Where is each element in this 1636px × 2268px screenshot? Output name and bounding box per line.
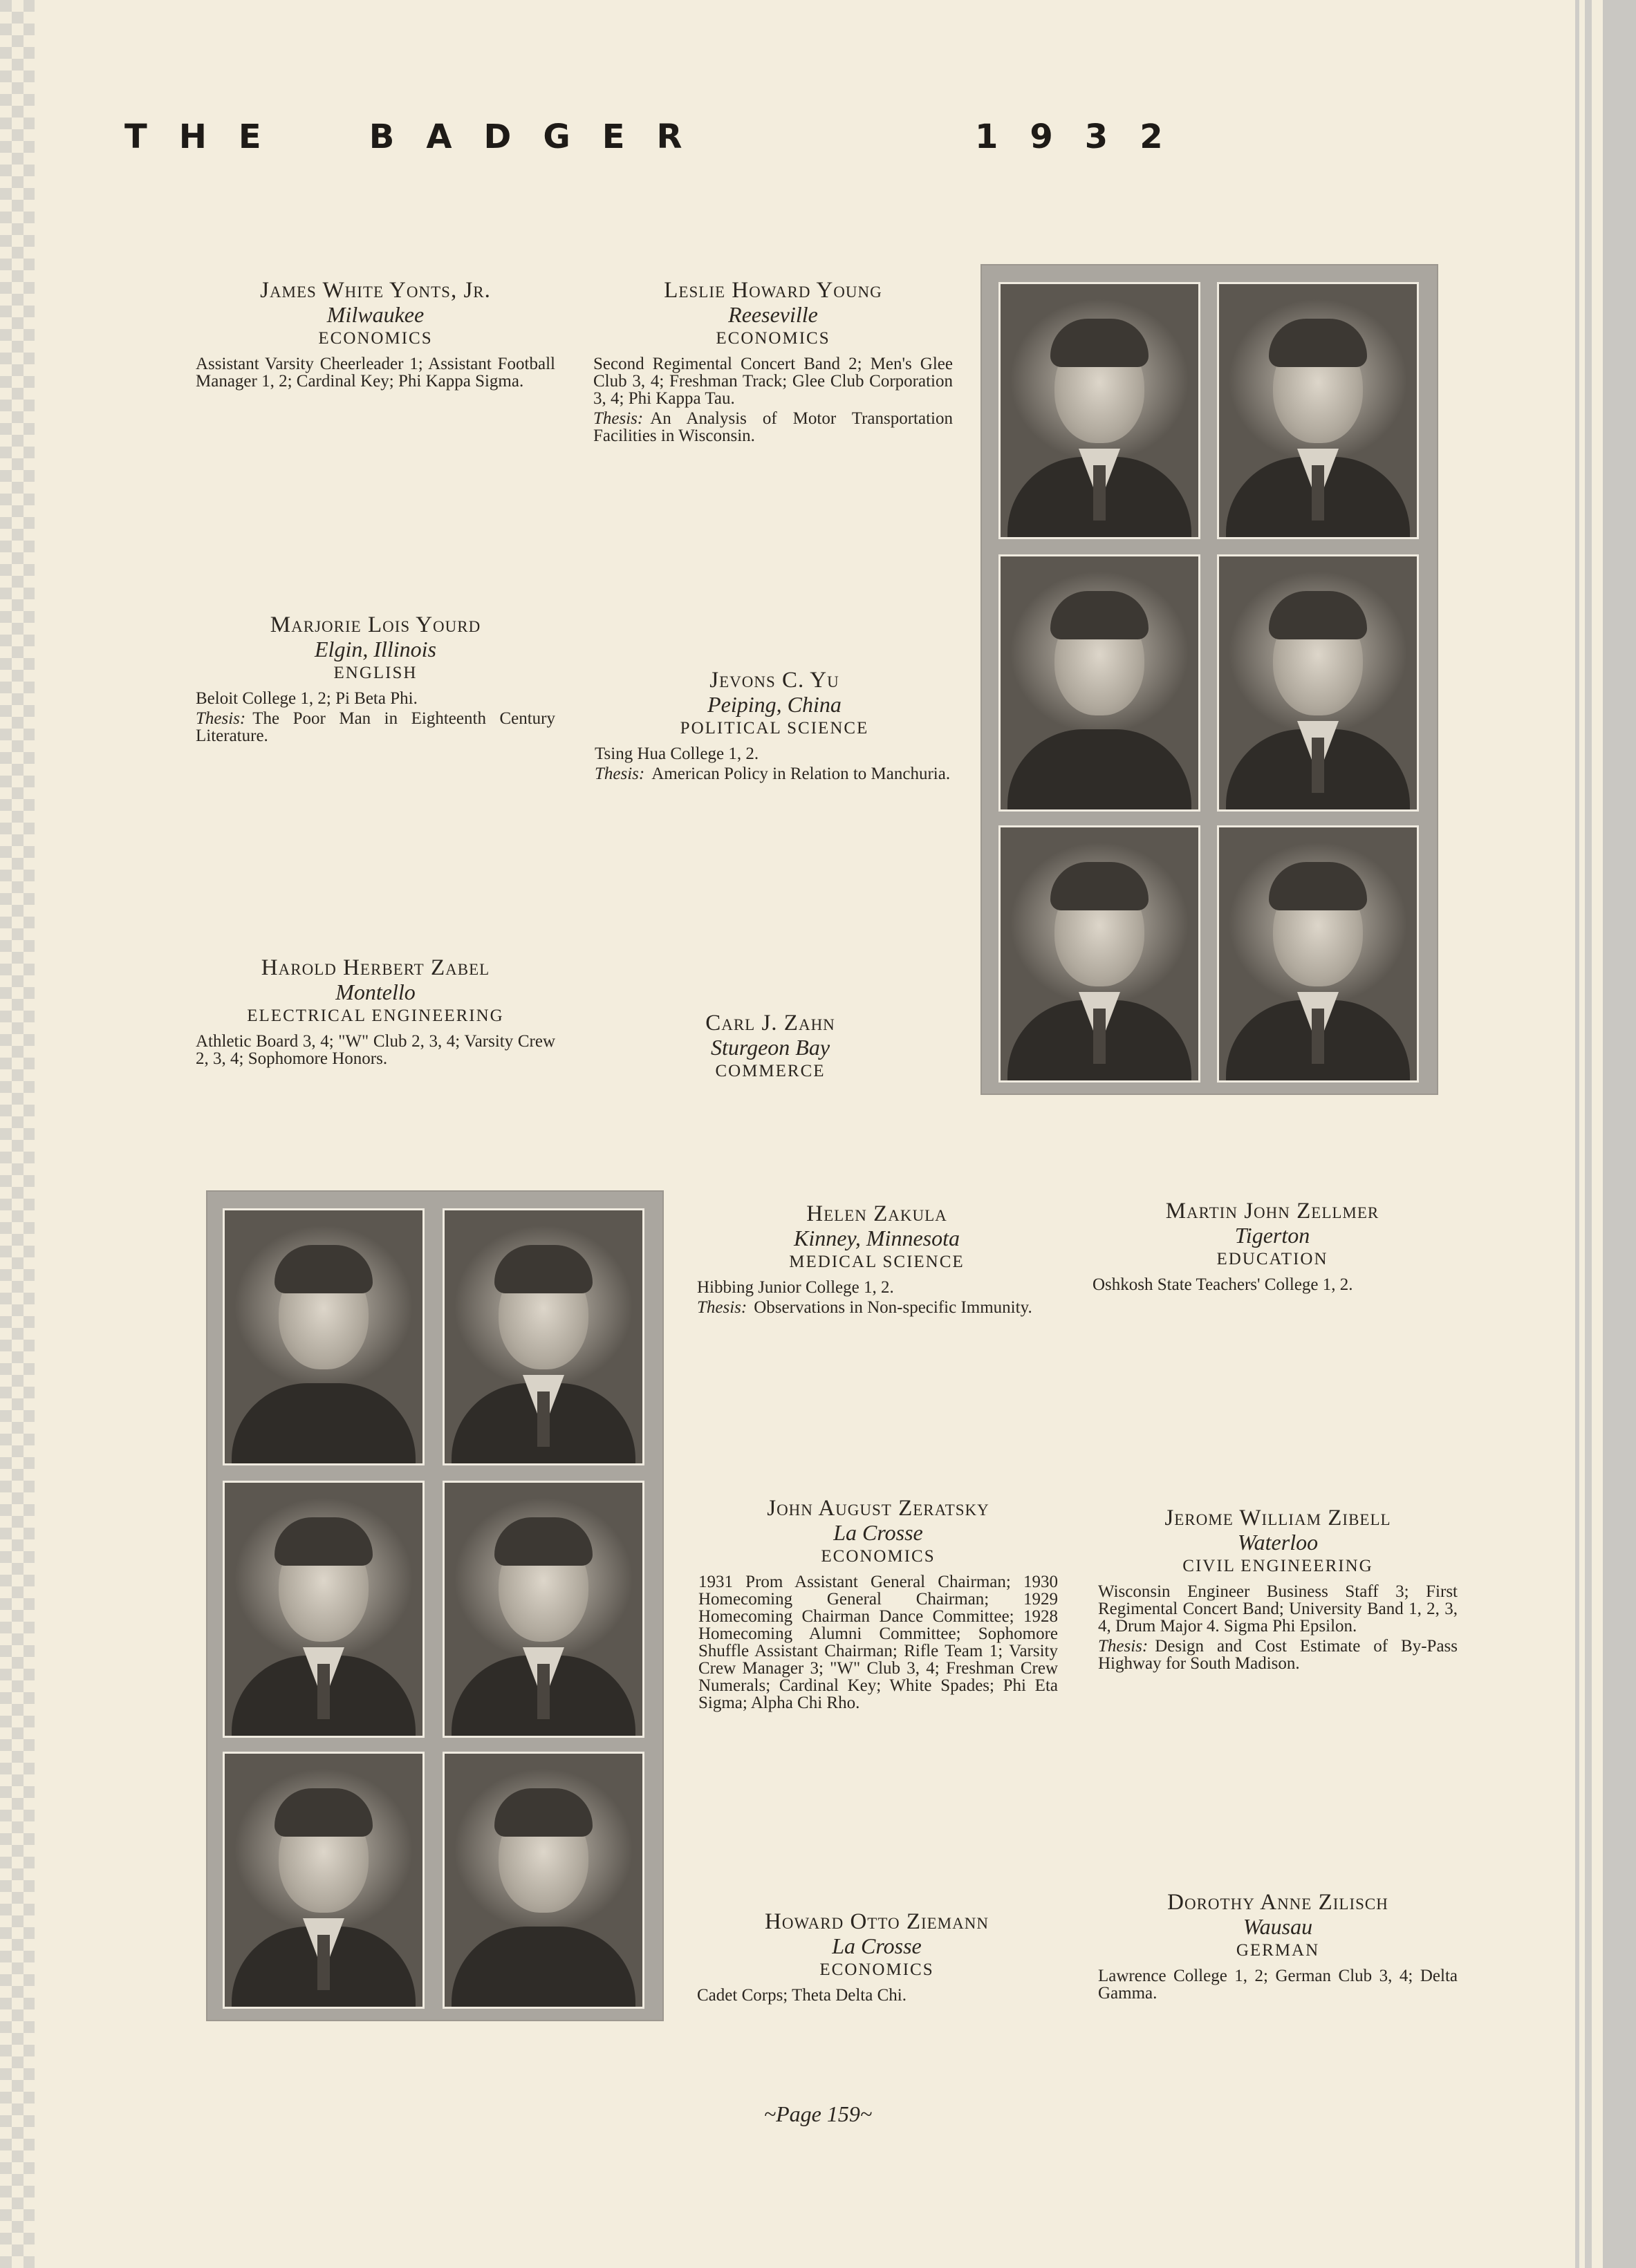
student-activities: Assistant Varsity Cheerleader 1; Assistant Football Manager 1, 2; Cardinal Key; Phi Kappa Sigma.: [196, 355, 555, 391]
student-name: Marjorie Lois Yourd: [270, 612, 481, 637]
thesis-label: Thesis:: [697, 1298, 747, 1317]
masthead-year: 1932: [975, 118, 1195, 156]
thesis-label: Thesis:: [595, 765, 645, 783]
senior-entry: [1093, 1199, 1452, 1293]
student-department: COMMERCE: [715, 1062, 826, 1080]
student-name: Jevons C. Yu: [709, 668, 839, 693]
senior-entry: [1098, 1506, 1458, 1672]
student-department: ECONOMICS: [821, 1547, 936, 1566]
thesis-label: Thesis:: [593, 409, 644, 428]
senior-entry: [196, 278, 555, 390]
student-activities: Oshkosh State Teachers' College 1, 2.: [1093, 1275, 1353, 1294]
page-number: ~Page 159~: [763, 2101, 873, 2126]
senior-entry: [196, 612, 555, 744]
portrait-panel-top: [980, 264, 1438, 1095]
student-hometown: Waterloo: [1237, 1530, 1319, 1555]
thesis-text: American Policy in Relation to Manchuria.: [651, 765, 951, 783]
masthead-title: [124, 118, 714, 156]
student-name: Martin John Zellmer: [1165, 1199, 1379, 1224]
senior-entry: [697, 1201, 1057, 1316]
masthead-letter: G: [543, 118, 602, 156]
student-hometown: Montello: [335, 980, 416, 1004]
senior-entry: [1098, 1890, 1458, 2002]
student-department: ECONOMICS: [819, 1960, 934, 1979]
student-name: Jerome William Zibell: [1164, 1506, 1391, 1530]
student-hometown: Milwaukee: [326, 302, 425, 327]
portrait-photo: [223, 1752, 425, 2009]
student-name: Howard Otto Ziemann: [765, 1909, 989, 1934]
student-hometown: La Crosse: [832, 1933, 922, 1958]
portrait-photo: [998, 554, 1200, 812]
portrait-photo: [443, 1208, 644, 1465]
masthead-letter: B: [369, 118, 427, 156]
portrait-panel-bottom: [206, 1190, 664, 2021]
senior-entry: [196, 955, 555, 1067]
student-department: GERMAN: [1236, 1941, 1320, 1960]
senior-entry: [697, 1909, 1057, 2004]
student-name: Harold Herbert Zabel: [261, 955, 490, 980]
student-activities: Beloit College 1, 2; Pi Beta Phi.: [196, 689, 418, 708]
student-thesis: [1098, 1638, 1458, 1672]
student-thesis: [595, 765, 954, 782]
student-department: MEDICAL SCIENCE: [789, 1253, 965, 1271]
portrait-photo: [998, 282, 1200, 539]
portrait-photo: [998, 825, 1200, 1083]
student-activities: Second Regimental Concert Band 2; Men's Glee Club 3, 4; Freshman Track; Glee Club Corporation 3, 4; Phi Kappa Tau.: [593, 355, 953, 408]
masthead-letter: T: [124, 118, 179, 156]
senior-entry: [595, 668, 954, 782]
student-hometown: Peiping, China: [707, 692, 842, 717]
decorative-left-border: [0, 0, 35, 2268]
student-name: John August Zeratsky: [767, 1496, 989, 1521]
student-activities: Hibbing Junior College 1, 2.: [697, 1278, 894, 1297]
student-thesis: [593, 410, 953, 444]
student-department: ECONOMICS: [716, 329, 830, 348]
masthead-letter: A: [426, 118, 484, 156]
thesis-text: The Poor Man in Eighteenth Century Literature.: [196, 709, 555, 745]
thesis-text: Design and Cost Estimate of By-Pass Highway for South Madison.: [1098, 1637, 1458, 1673]
senior-entry: [591, 1011, 950, 1084]
student-name: Carl J. Zahn: [705, 1011, 835, 1035]
portrait-photo: [443, 1481, 644, 1738]
portrait-photo: [223, 1481, 425, 1738]
student-name: James White Yonts, Jr.: [260, 278, 491, 303]
student-department: POLITICAL SCIENCE: [680, 719, 869, 738]
decorative-right-border: [1585, 0, 1592, 2268]
student-thesis: [196, 710, 555, 744]
masthead-letter: E: [602, 118, 657, 156]
student-activities: 1931 Prom Assistant General Chairman; 1930 Homecoming General Chairman; 1929 Homecoming Chairman Dance Committee; 1928 Homecoming Alumni Committee; Sophomore Shuffle Assistant Chairman; Rifle Team 1; Varsity Crew Manager 3; "W" Club 3, 4; Freshman Crew Numerals; Cardinal Key; White Spades; Phi Eta Sigma; Alpha Chi Rho.: [698, 1573, 1058, 1712]
student-department: ECONOMICS: [318, 329, 433, 348]
student-hometown: Kinney, Minnesota: [794, 1226, 960, 1250]
portrait-photo: [223, 1208, 425, 1465]
portrait-photo: [1217, 554, 1419, 812]
student-activities: Tsing Hua College 1, 2.: [595, 744, 759, 763]
student-activities: Athletic Board 3, 4; "W" Club 2, 3, 4; Varsity Crew 2, 3, 4; Sophomore Honors.: [196, 1032, 555, 1068]
decorative-right-border: [1603, 0, 1636, 2268]
masthead-letter: E: [238, 118, 293, 156]
masthead-letter: H: [178, 118, 239, 156]
student-hometown: Sturgeon Bay: [710, 1035, 830, 1060]
student-hometown: La Crosse: [833, 1520, 923, 1545]
portrait-photo: [1217, 825, 1419, 1083]
student-hometown: Reeseville: [728, 302, 818, 327]
student-department: ENGLISH: [333, 664, 418, 682]
thesis-label: Thesis:: [1098, 1637, 1149, 1656]
student-activities: Wisconsin Engineer Business Staff 3; First Regimental Concert Band; University Band 1, 2, 3, 4, Drum Major 4. Sigma Phi Epsilon.: [1098, 1582, 1458, 1636]
thesis-text: Observations in Non-specific Immunity.: [754, 1298, 1032, 1317]
masthead-letter: D: [483, 118, 543, 156]
student-hometown: Tigerton: [1234, 1223, 1310, 1248]
portrait-photo: [1217, 282, 1419, 539]
student-name: Dorothy Anne Zilisch: [1167, 1890, 1388, 1915]
student-department: EDUCATION: [1216, 1250, 1328, 1268]
student-department: ELECTRICAL ENGINEERING: [247, 1006, 504, 1025]
student-name: Leslie Howard Young: [664, 278, 882, 303]
student-activities: Lawrence College 1, 2; German Club 3, 4; Delta Gamma.: [1098, 1967, 1458, 2003]
decorative-right-border: [1575, 0, 1579, 2268]
student-hometown: Elgin, Illinois: [315, 637, 436, 662]
student-hometown: Wausau: [1243, 1914, 1313, 1939]
student-department: CIVIL ENGINEERING: [1182, 1557, 1373, 1575]
portrait-photo: [443, 1752, 644, 2009]
thesis-text: An Analysis of Motor Transportation Facilities in Wisconsin.: [593, 409, 953, 445]
student-thesis: [697, 1299, 1057, 1316]
masthead-letter: R: [656, 118, 714, 156]
thesis-label: Thesis:: [196, 709, 246, 728]
senior-entry: [593, 278, 953, 444]
student-activities: Cadet Corps; Theta Delta Chi.: [697, 1986, 907, 2005]
senior-entry: [698, 1496, 1058, 1712]
student-name: Helen Zakula: [806, 1201, 947, 1226]
